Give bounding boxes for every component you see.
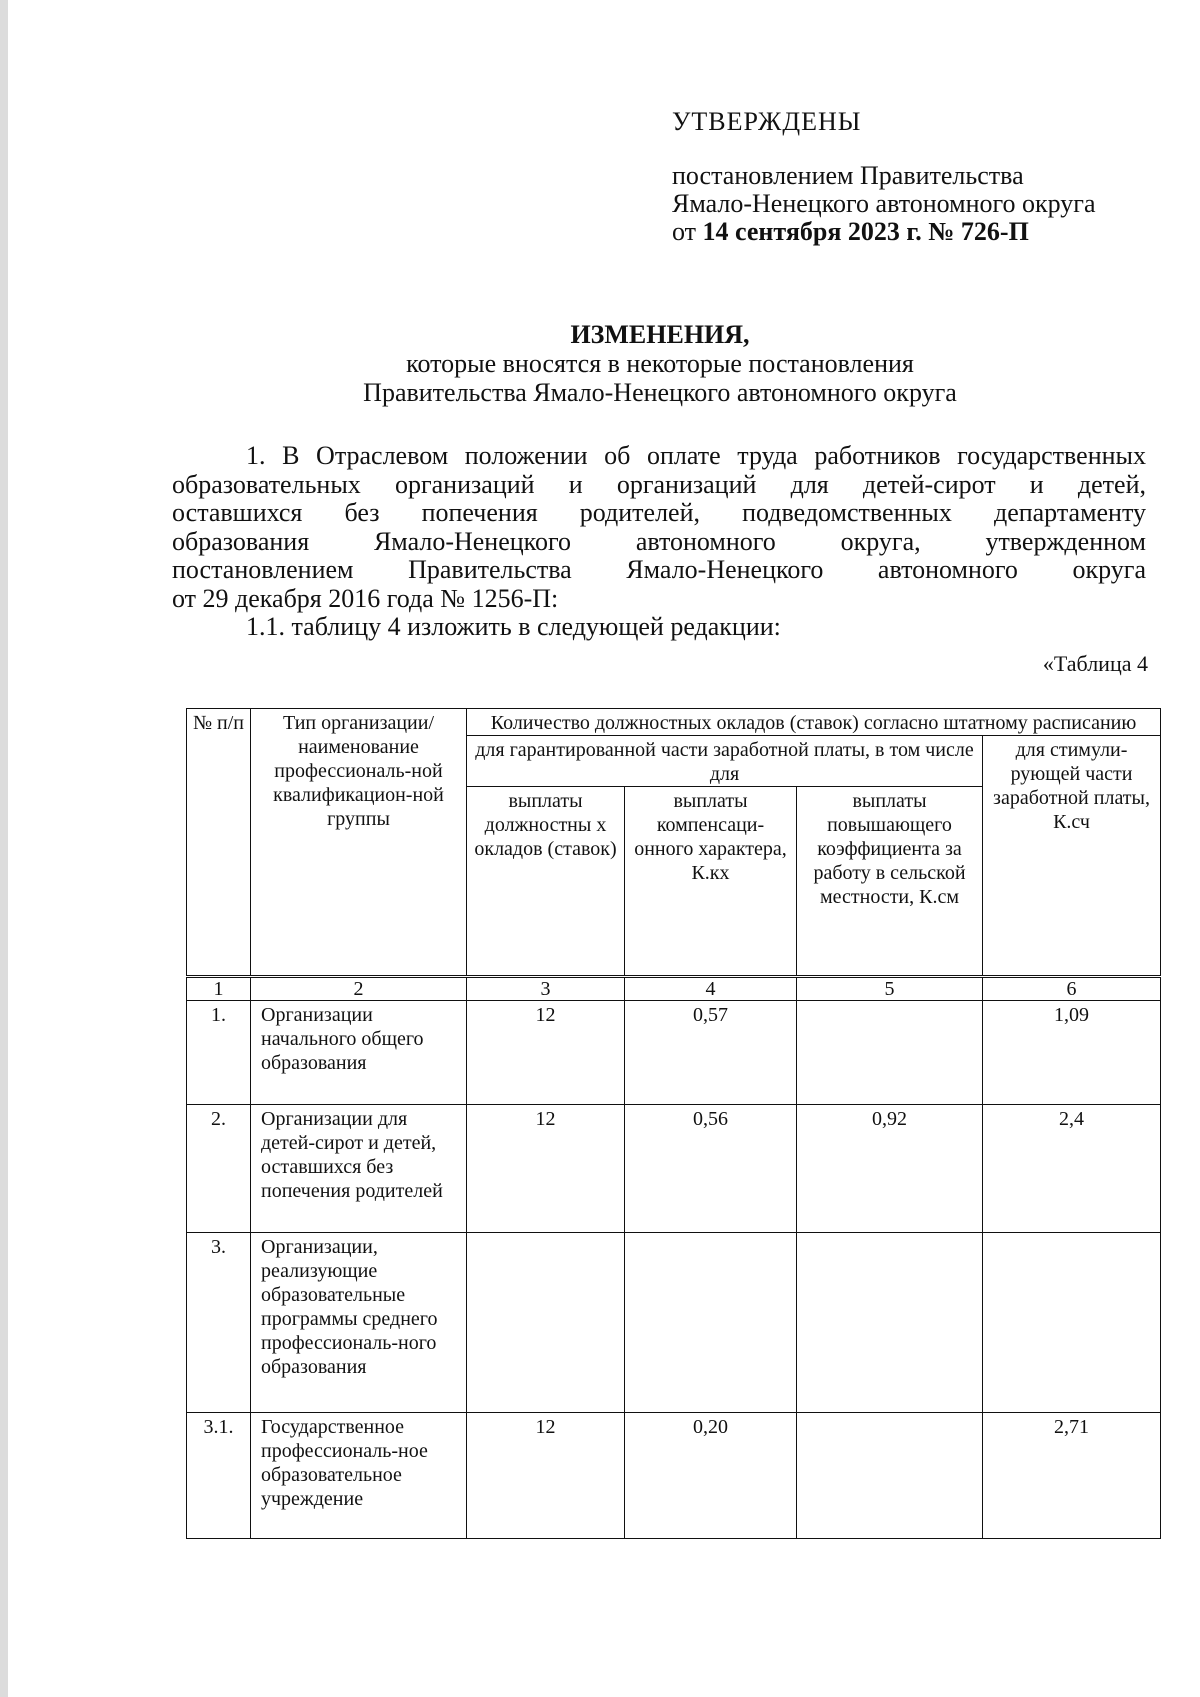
column-number: 4 (625, 977, 797, 1001)
row-num: 3. (187, 1233, 251, 1413)
header-col4: выплаты компенсаци-онного характера, К.кх (625, 787, 797, 977)
row-col3: 12 (467, 1001, 625, 1105)
column-number: 2 (251, 977, 467, 1001)
row-col6: 1,09 (983, 1001, 1161, 1105)
table-header-row (187, 709, 1161, 736)
table-row (187, 1105, 1161, 1233)
table-row (187, 1413, 1161, 1539)
paragraph-1-line: образования Ямало-Ненецкого автономного округа, утвержденном (172, 526, 1146, 556)
approval-line-1: постановлением Правительства (672, 161, 1024, 190)
row-col5 (797, 1413, 983, 1539)
header-guaranteed: для гарантированной части заработной платы, в том числе для (467, 736, 983, 787)
row-name: Организации начального общего образования (251, 1001, 467, 1105)
document-subtitle-2: Правительства Ямало-Ненецкого автономного округа (363, 378, 957, 407)
paragraph-1-line: постановлением Правительства Ямало-Ненецкого автономного округа (172, 555, 1146, 584)
row-col5: 0,92 (797, 1105, 983, 1233)
column-number: 6 (983, 977, 1161, 1001)
header-stimulating: для стимули-рующей части заработной платы, К.сч (983, 736, 1161, 977)
body-text (172, 442, 1146, 642)
row-num: 3.1. (187, 1413, 251, 1539)
paragraph-1-line: образовательных организаций и организаций для детей-сирот и детей, (172, 469, 1146, 499)
row-col6 (983, 1233, 1161, 1413)
approval-line-2: Ямало-Ненецкого автономного округа (672, 189, 1096, 218)
document-subtitle-1: которые вносятся в некоторые постановления (406, 349, 914, 378)
paragraph-1-line: 1. В Отраслевом положении об оплате труда работников государственных (246, 441, 1146, 470)
header-count: Количество должностных окладов (ставок) согласно штатному расписанию (467, 709, 1161, 736)
scan-edge (0, 0, 8, 1697)
header-num: № п/п (187, 709, 251, 977)
document-title: ИЗМЕНЕНИЯ, (570, 320, 750, 349)
row-col6: 2,71 (983, 1413, 1161, 1539)
row-col3: 12 (467, 1105, 625, 1233)
row-col4: 0,20 (625, 1413, 797, 1539)
row-name: Организации, реализующие образовательные программы среднего профессиональ-ного образования (251, 1233, 467, 1413)
column-number: 3 (467, 977, 625, 1001)
document-heading (160, 320, 1160, 407)
paragraph-1-line: от 29 декабря 2016 года № 1256-П: (172, 583, 559, 613)
header-col5: выплаты повышающего коэффициента за работу в сельской местности, К.см (797, 787, 983, 977)
row-col6: 2,4 (983, 1105, 1161, 1233)
row-num: 2. (187, 1105, 251, 1233)
row-col3: 12 (467, 1413, 625, 1539)
row-name: Государственное профессиональ-ное образовательное учреждение (251, 1413, 467, 1539)
approval-date (672, 218, 1096, 246)
row-col4: 0,57 (625, 1001, 797, 1105)
approval-label: УТВЕРЖДЕНЫ (672, 107, 862, 136)
row-num: 1. (187, 1001, 251, 1105)
row-col4: 0,56 (625, 1105, 797, 1233)
table-row (187, 1001, 1161, 1105)
table-caption: «Таблица 4 (1042, 651, 1148, 676)
header-col3: выплаты должностны х окладов (ставок) (467, 787, 625, 977)
table-row (187, 1233, 1161, 1413)
table-numbers-row (187, 977, 1161, 1001)
salary-table (186, 708, 1161, 1539)
approval-date-value: 14 сентября 2023 г. № 726-П (702, 217, 1029, 246)
row-col4 (625, 1233, 797, 1413)
row-name: Организации для детей-сирот и детей, оставшихся без попечения родителей (251, 1105, 467, 1233)
paragraph-1-line: оставшихся без попечения родителей, подведомственных департаменту (172, 498, 1146, 527)
header-type: Тип организации/ наименование профессиональ-ной квалификацион-ной группы (251, 709, 467, 977)
row-col3 (467, 1233, 625, 1413)
row-col5 (797, 1233, 983, 1413)
column-number: 1 (187, 977, 251, 1001)
approval-block (672, 108, 1096, 246)
column-number: 5 (797, 977, 983, 1001)
row-col5 (797, 1001, 983, 1105)
approval-date-prefix: от (672, 217, 697, 246)
paragraph-2: 1.1. таблицу 4 изложить в следующей редакции: (246, 612, 781, 641)
